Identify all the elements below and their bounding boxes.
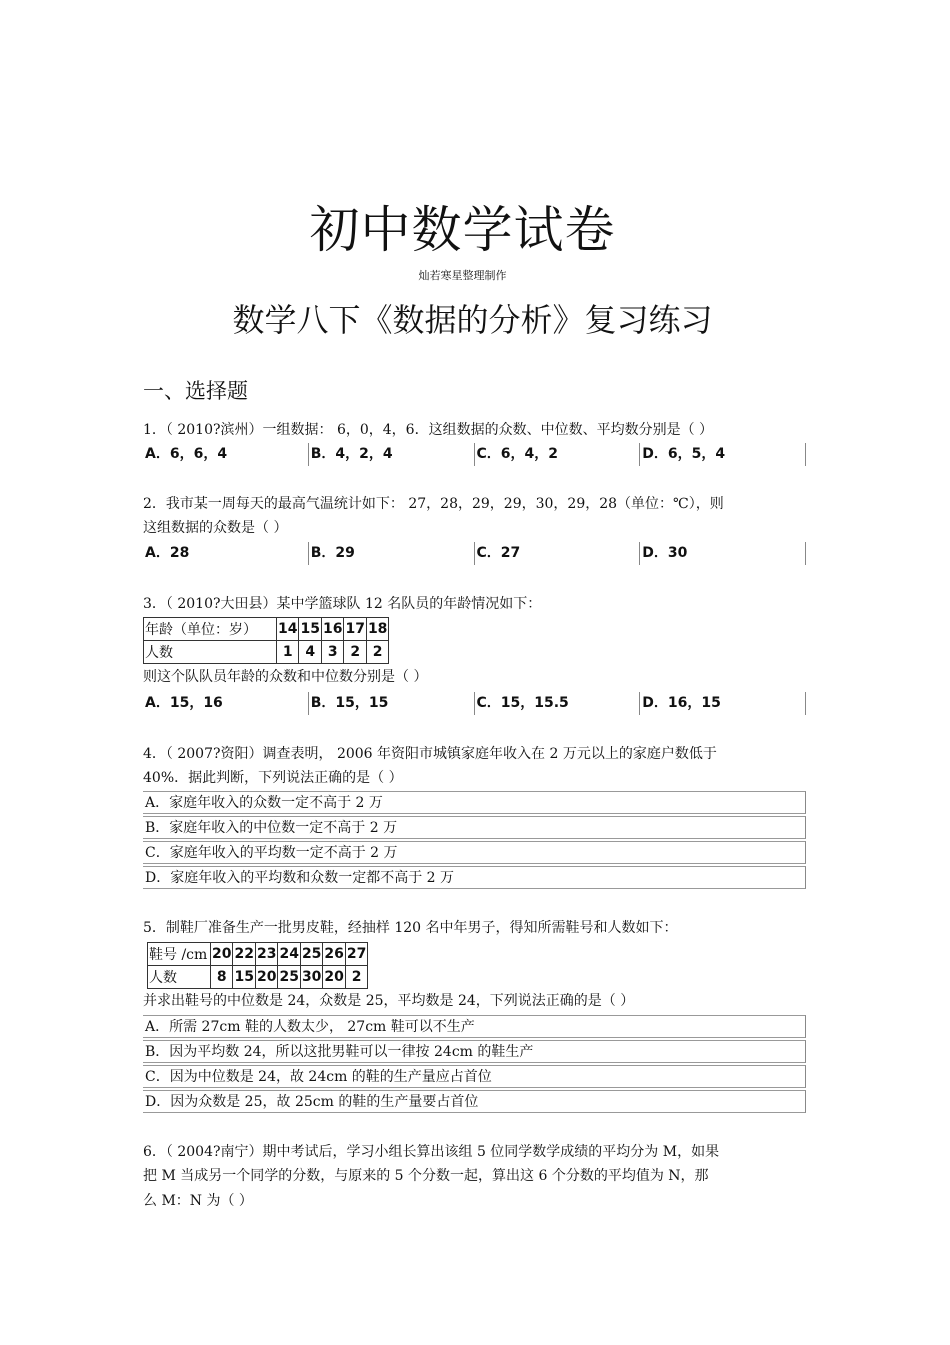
option-d[interactable]: D．6，5，4 <box>640 443 806 466</box>
question-1-options <box>143 443 806 466</box>
question-4-line-2: 40%．据此判断，下列说法正确的是（ ） <box>143 770 403 786</box>
option-c[interactable]: C．6，4，2 <box>475 443 641 466</box>
option-d[interactable]: D．家庭年收入的平均数和众数一定都不高于 2 万 <box>143 866 806 889</box>
table-row <box>148 966 368 989</box>
question-1: 1．（ 2010?滨州）一组数据： 6，0，4，6．这组数据的众数、中位数、平均数分别是（ ） <box>143 422 714 438</box>
table-row <box>144 618 389 641</box>
table-cell: 30 <box>300 966 322 989</box>
option-d[interactable]: D．因为众数是 25，故 25cm 的鞋的生产量要占首位 <box>143 1090 806 1113</box>
section-heading: 一、选择题 <box>143 379 248 403</box>
table-cell: 14 <box>277 618 299 641</box>
table-cell: 4 <box>299 641 321 664</box>
question-3-options <box>143 692 806 715</box>
option-a[interactable]: A．6，6，4 <box>143 443 309 466</box>
option-d[interactable]: D．30 <box>640 542 806 565</box>
exam-heading: 数学八下《数据的分析》复习练习 <box>232 301 713 339</box>
table-cell: 23 <box>255 943 277 966</box>
table-cell: 2 <box>366 641 388 664</box>
question-6-line-3: 么 M：N 为（ ） <box>143 1193 253 1209</box>
question-5: 5．制鞋厂准备生产一批男皮鞋，经抽样 120 名中年男子，得知所需鞋号和人数如下： <box>143 920 678 936</box>
table-cell: 2 <box>345 966 367 989</box>
page-subtitle: 灿若寒星整理制作 <box>418 269 507 282</box>
option-b[interactable]: B．15，15 <box>309 692 475 715</box>
option-b[interactable]: B．29 <box>309 542 475 565</box>
table-cell: 16 <box>321 618 343 641</box>
age-table <box>143 617 389 664</box>
question-6-line-1: 6．（ 2004?南宁）期中考试后，学习小组长算出该组 5 位同学数学成绩的平均分为 M，如果 <box>143 1144 720 1160</box>
table-cell: 26 <box>323 943 345 966</box>
option-b[interactable]: B．因为平均数 24，所以这批男鞋可以一律按 24cm 的鞋生产 <box>143 1040 806 1063</box>
question-2-line-1: 2．我市某一周每天的最高气温统计如下： 27，28，29，29，30，29，28（单位：℃），则 <box>143 496 724 512</box>
table-cell: 22 <box>233 943 255 966</box>
option-b[interactable]: B．4，2，4 <box>309 443 475 466</box>
shoe-size-table <box>147 942 368 989</box>
table-row-label: 年龄（单位：岁） <box>144 618 277 641</box>
question-5-prompt: 并求出鞋号的中位数是 24，众数是 25，平均数是 24，下列说法正确的是（ ） <box>143 993 635 1009</box>
table-cell: 8 <box>211 966 233 989</box>
option-a[interactable]: A．15，16 <box>143 692 309 715</box>
table-row <box>148 943 368 966</box>
option-b[interactable]: B．家庭年收入的中位数一定不高于 2 万 <box>143 816 806 839</box>
option-c[interactable]: C．因为中位数是 24，故 24cm 的鞋的生产量应占首位 <box>143 1065 806 1088</box>
table-cell: 20 <box>211 943 233 966</box>
table-cell: 15 <box>233 966 255 989</box>
table-row-label: 人数 <box>148 966 211 989</box>
table-cell: 3 <box>321 641 343 664</box>
table-row-label: 人数 <box>144 641 277 664</box>
option-c[interactable]: C．27 <box>475 542 641 565</box>
question-3: 3．（ 2010?大田县）某中学篮球队 12 名队员的年龄情况如下： <box>143 596 542 612</box>
page-title: 初中数学试卷 <box>309 201 616 259</box>
table-cell: 25 <box>278 966 300 989</box>
table-cell: 27 <box>345 943 367 966</box>
option-a[interactable]: A．家庭年收入的众数一定不高于 2 万 <box>143 791 806 814</box>
question-2-options <box>143 542 806 565</box>
table-cell: 15 <box>299 618 321 641</box>
table-cell: 25 <box>300 943 322 966</box>
option-c[interactable]: C．15，15.5 <box>475 692 641 715</box>
table-cell: 24 <box>278 943 300 966</box>
option-c[interactable]: C．家庭年收入的平均数一定不高于 2 万 <box>143 841 806 864</box>
table-cell: 18 <box>366 618 388 641</box>
table-row-label: 鞋号 /cm <box>148 943 211 966</box>
question-3-prompt: 则这个队队员年龄的众数和中位数分别是（ ） <box>143 669 428 685</box>
option-d[interactable]: D．16，15 <box>640 692 806 715</box>
option-a[interactable]: A．28 <box>143 542 309 565</box>
table-cell: 20 <box>255 966 277 989</box>
question-2-line-2: 这组数据的众数是（ ） <box>143 520 288 536</box>
question-4-line-1: 4．（ 2007?资阳）调查表明， 2006 年资阳市城镇家庭年收入在 2 万元以上的家庭户数低于 <box>143 746 717 762</box>
table-cell: 20 <box>323 966 345 989</box>
table-cell: 2 <box>344 641 366 664</box>
table-cell: 1 <box>277 641 299 664</box>
option-a[interactable]: A．所需 27cm 鞋的人数太少， 27cm 鞋可以不生产 <box>143 1015 806 1038</box>
table-row <box>144 641 389 664</box>
question-6-line-2: 把 M 当成另一个同学的分数，与原来的 5 个分数一起，算出这 6 个分数的平均值为 N，那 <box>143 1168 709 1184</box>
table-cell: 17 <box>344 618 366 641</box>
